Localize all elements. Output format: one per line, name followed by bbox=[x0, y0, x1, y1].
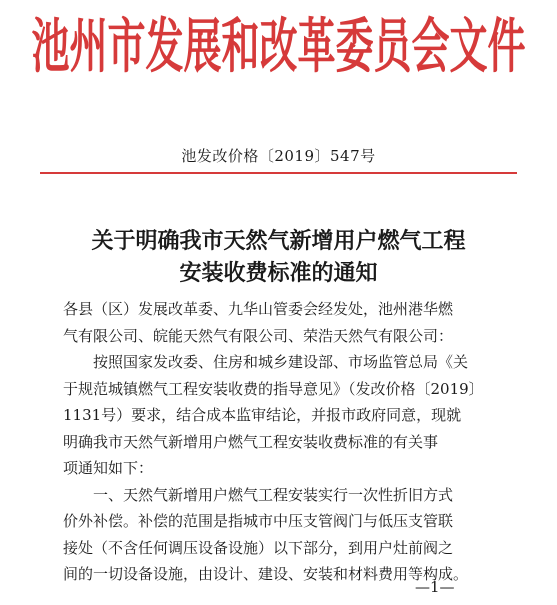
body-line: 明确我市天然气新增用户燃气工程安装收费标准的有关事 bbox=[63, 432, 439, 451]
notice-title-line-2: 安装收费标准的通知 bbox=[179, 261, 378, 286]
body-line: 间的一切设备设施，由设计、建设、安装和材料费用等构成。 bbox=[63, 565, 469, 583]
red-separator-line bbox=[40, 172, 517, 174]
document-number: 池发改价格〔2019〕547号 bbox=[181, 147, 376, 165]
body-line: 按照国家发改委、住房和城乡建设部、市场监管总局《关 bbox=[63, 353, 469, 371]
body-text bbox=[63, 298, 519, 590]
issuing-authority-header: 池州市发展和改革委员会文件 bbox=[31, 12, 526, 81]
body-line: 1131号）要求，结合成本监审结论，并报市政府同意，现就 bbox=[63, 406, 462, 424]
body-line: 一、天然气新增用户燃气工程安装实行一次性折旧方式 bbox=[63, 485, 454, 504]
body-line: 接处（不含任何调压设备设施）以下部分，到用户灶前阀之 bbox=[63, 538, 454, 557]
body-line: 气有限公司、皖能天然气有限公司、荣浩天然气有限公司： bbox=[63, 326, 454, 345]
body-line: 各县（区）发展改革委、九华山管委会经发处，池州港华燃 bbox=[63, 300, 454, 318]
body-line: 价外补偿。补偿的范围是指城市中压支管阀门与低压支管联 bbox=[63, 512, 454, 530]
body-line: 项通知如下： bbox=[63, 459, 154, 477]
body-line: 于规范城镇燃气工程安装收费的指导意见》（发改价格〔2019〕 bbox=[63, 379, 484, 398]
page-number: —1— bbox=[415, 578, 455, 596]
notice-title-line-1: 关于明确我市天然气新增用户燃气工程 bbox=[91, 229, 466, 254]
